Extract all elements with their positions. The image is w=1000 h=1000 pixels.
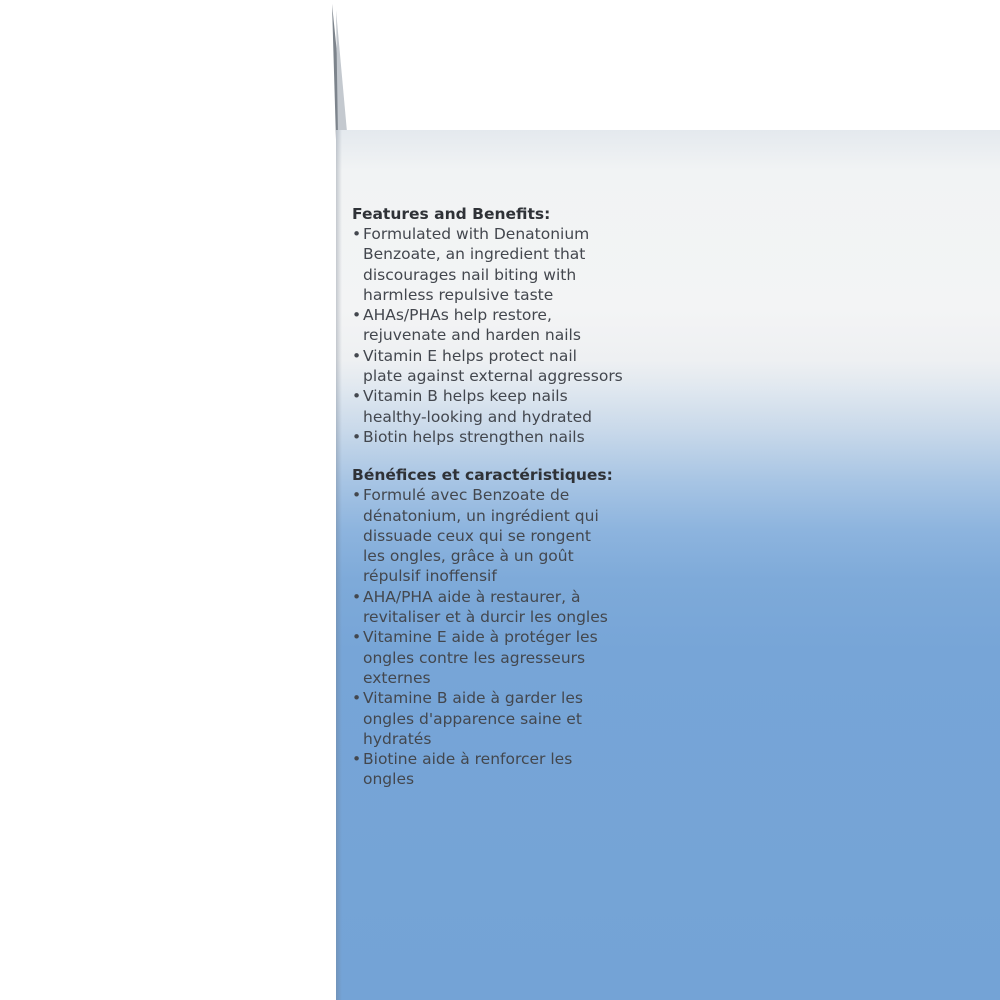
list-item: • Vitamine B aide à garder les ongles d'apparence saine et hydratés: [352, 688, 682, 749]
features-list-fr: [352, 485, 682, 789]
list-item: • AHA/PHA aide à restaurer, à revitaliser et à durcir les ongles: [352, 587, 682, 628]
list-item: • AHAs/PHAs help restore, rejuvenate and harden nails: [352, 305, 682, 346]
features-list-en: [352, 224, 682, 447]
features-heading-en: Features and Benefits:: [352, 205, 551, 223]
list-item: • Vitamin B helps keep nails healthy-looking and hydrated: [352, 386, 682, 427]
list-item: • Vitamin E helps protect nail plate against external aggressors: [352, 346, 682, 387]
features-heading-fr: Bénéfices et caractéristiques:: [352, 466, 613, 485]
list-item: • Biotine aide à renforcer les ongles: [352, 749, 682, 790]
box-edge-shadow: [336, 130, 342, 1000]
list-item: • Biotin helps strengthen nails: [352, 427, 682, 447]
list-item: • Vitamine E aide à protéger les ongles contre les agresseurs externes: [352, 627, 682, 688]
list-item: • Formulé avec Benzoate de dénatonium, un ingrédient qui dissuade ceux qui se rongent les ongles, grâce à un goût répulsif inoffensif: [352, 485, 682, 586]
box-top-flap: [0, 0, 1000, 150]
box-text-content: [352, 204, 682, 790]
list-item: • Formulated with Denatonium Benzoate, an ingredient that discourages nail biting with harmless repulsive taste: [352, 224, 682, 305]
